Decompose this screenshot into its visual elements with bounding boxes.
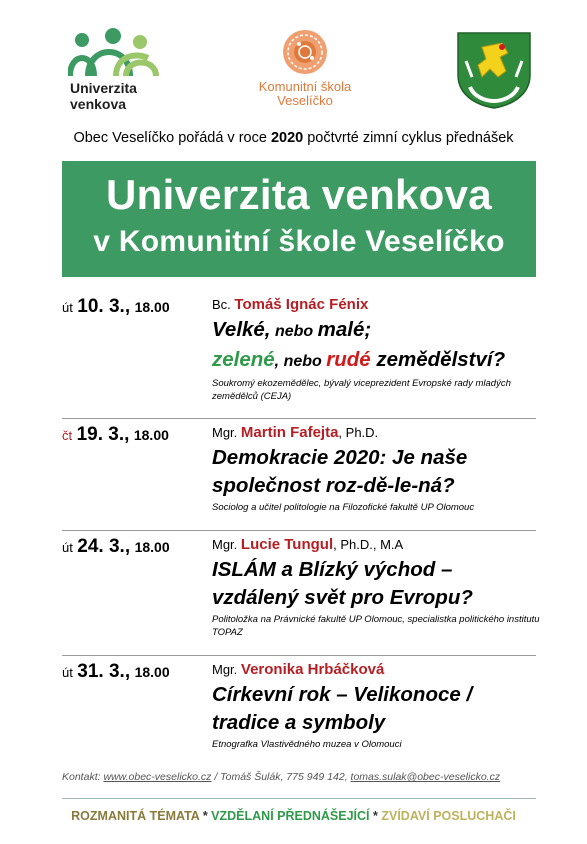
lecture-description: Etnografka Vlastivědného muzea v Olomouci (212, 739, 402, 750)
komunitni-skola-logo (245, 28, 365, 110)
lecture-speaker (212, 536, 542, 554)
ks-logo-line2: Veselíčko (277, 93, 333, 108)
lecture-date-number: 19. 3., (76, 424, 130, 445)
title-line: ISLÁM a Blízký východ – (212, 558, 453, 581)
lecture-content (212, 661, 542, 751)
univerzita-venkova-logo (68, 28, 160, 110)
lecture-speaker (212, 661, 542, 679)
speaker-prefix: Mgr. (212, 662, 241, 677)
title-line: Církevní rok – Velikonoce / (212, 683, 473, 706)
contact-person: / Tomáš Šulák, 775 949 142, (211, 771, 351, 783)
title-line: společnost roz-dě-le-ná? (212, 474, 455, 497)
lecture-speaker (212, 424, 542, 442)
footer-star: * (369, 809, 382, 823)
lecture-date (62, 424, 169, 446)
speaker-prefix: Mgr. (212, 537, 241, 552)
banner-subtitle: v Komunitní škole Veselíčko (93, 225, 505, 258)
speaker-suffix: , Ph.D. (338, 425, 379, 440)
title-banner (62, 161, 536, 277)
lecture-content (212, 536, 542, 639)
univerzita-venkova-logo-icon (68, 28, 160, 78)
title-part: malé; (317, 318, 372, 341)
footer-slogan (0, 809, 587, 823)
lecture-title (212, 556, 542, 612)
title-line: tradice a symboly (212, 711, 386, 734)
separator (62, 655, 536, 656)
lecture-date-number: 31. 3., (77, 661, 131, 682)
lecture-content (212, 296, 542, 403)
lecture-date-number: 10. 3., (77, 296, 131, 317)
lecture-day: út (62, 665, 73, 680)
lecture-day: út (62, 300, 73, 315)
title-line: Demokracie 2020: Je naše (212, 446, 468, 469)
footer-divider (62, 798, 536, 799)
banner-title: Univerzita venkova (106, 171, 492, 218)
lecture-date (62, 296, 170, 318)
speaker-prefix: Mgr. (212, 425, 241, 440)
lecture-description: Politoložka na Právnické fakultě UP Olomouc, specialistka politického institutu TOPAZ (212, 614, 540, 638)
intro-before: Obec Veselíčko pořádá v roce (73, 130, 271, 146)
coat-of-arms (456, 31, 532, 109)
title-line: vzdálený svět pro Evropu? (212, 586, 473, 609)
separator (62, 530, 536, 531)
title-part-green: zelené (212, 348, 275, 371)
intro-after: počtvrté zimní cyklus přednášek (303, 130, 514, 146)
lecture-day: út (62, 540, 73, 555)
contact-web-link[interactable]: www.obec-veselicko.cz (103, 771, 212, 783)
title-part: , nebo (274, 353, 327, 370)
title-part-red: rudé (326, 348, 371, 371)
footer-star: * (199, 809, 212, 823)
lecture-content (212, 424, 542, 514)
speaker-name: Veronika Hrbáčková (240, 661, 385, 678)
lecture-time: 18.00 (134, 539, 170, 555)
lecture-time: 18.00 (134, 664, 170, 680)
coat-of-arms-icon (456, 31, 532, 109)
speaker-name: Lucie Tungul (240, 536, 334, 553)
footer-part2: VZDĚLANÍ PŘEDNÁŠEJÍCÍ (211, 809, 370, 823)
lecture-date (62, 661, 170, 683)
lecture-title (212, 316, 542, 376)
intro-year: 2020 (270, 130, 304, 146)
ks-logo-line1: Komunitní škola (258, 79, 352, 94)
speaker-prefix: Bc. (212, 297, 235, 312)
speaker-name: Martin Fafejta (240, 424, 339, 441)
title-part: zemědělství? (370, 348, 506, 371)
speaker-name: Tomáš Ignác Fénix (234, 296, 369, 313)
speaker-suffix: , Ph.D., M.A (333, 537, 404, 552)
lecture-date (62, 536, 170, 558)
intro-text (0, 130, 587, 146)
contact-email-link[interactable]: tomas.sulak@obec-veselicko.cz (350, 771, 501, 783)
separator (62, 418, 536, 419)
uv-logo-line1: Univerzita (70, 80, 137, 96)
contact-line (62, 771, 500, 783)
lecture-day: čt (62, 428, 73, 443)
title-part: nebo (270, 323, 318, 340)
contact-label: Kontakt: (62, 771, 104, 783)
lecture-time: 18.00 (134, 299, 170, 315)
lecture-time: 18.00 (133, 427, 169, 443)
title-part: Velké, (212, 318, 271, 341)
lecture-title (212, 681, 542, 737)
lecture-date-number: 24. 3., (77, 536, 131, 557)
lecture-speaker (212, 296, 542, 314)
lecture-title (212, 444, 542, 500)
lecture-description: Soukromý ekozemědělec, bývalý viceprezident Evropské rady mladých zemědělců (CEJA) (212, 378, 511, 402)
footer-part1: ROZMANITÁ TÉMATA (71, 809, 200, 823)
lecture-description: Sociolog a učitel politologie na Filozofické fakultě UP Olomouc (212, 502, 475, 513)
uv-logo-line2: venkova (70, 96, 127, 112)
footer-part3: ZVÍDAVÍ POSLUCHAČI (381, 809, 516, 823)
komunitni-skola-logo-icon (281, 28, 329, 76)
